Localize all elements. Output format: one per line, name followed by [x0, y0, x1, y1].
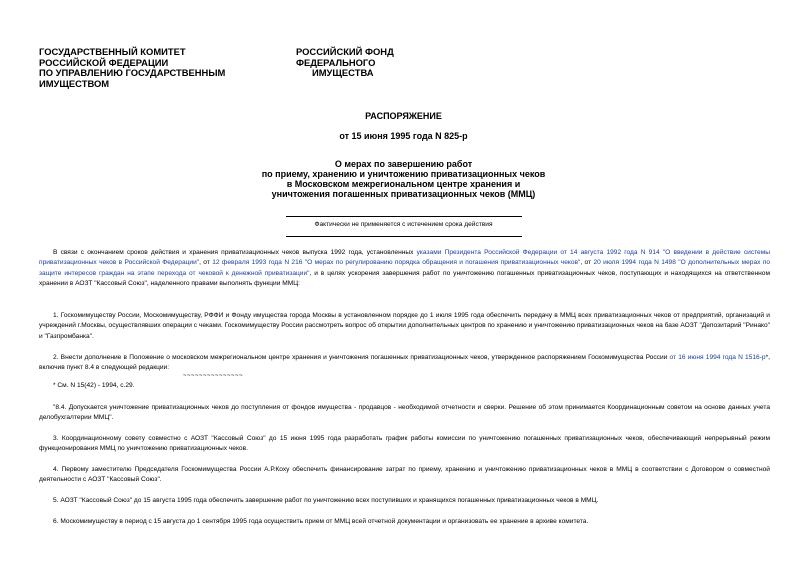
note-rule-bottom: [286, 236, 522, 237]
clause-8-4: "8.4. Допускается уничтожение приватизационных чеков до поступления от фондов имущества - продавцов - необходимой отчетности и сверки. Решение об этом принимается Координационным советом на основе данных учета делобухгалтерии ММЦ".: [39, 404, 770, 422]
doc-title-line: уничтожения погашенных приватизационных чеков (ММЦ): [271, 189, 536, 199]
issuer-right: [296, 47, 394, 79]
preamble-paragraph: В связи с окончанием сроков действия и хранения приватизационных чеков выпуска 1992 года, установленных указами Президента Российской Федерации от 14 августа 1992 года N 914 "О введении в действие системы приватизационных чеков в Российской Федерации", от 12 февраля 1993 года N 216 "О мерах по регулированию порядка обращения и погашения приватизационных чеков", от 20 июля 1994 года N 1498 "О дополнительных мерах по защите интересов граждан на этапе перехода от чековой к денежной приватизации", и в целях ускорения завершения работ по уничтожению погашенных приватизационных чеков, поступающих и находящихся на ответственном хранении в АОЗТ "Кассовый Союз", наделенного правами выполнять функции ММЦ:: [39, 249, 771, 287]
issuer-right-line: ФЕДЕРАЛЬНОГО: [296, 56, 376, 68]
status-note: Фактически не применяется с истечением срока действия: [314, 221, 493, 228]
decree-914-link[interactable]: указами Президента Российской Федерации от 14 августа 1992 года N 914 "О введении в действие системы приватизационных чеков в Российской Федерации": [39, 249, 770, 267]
doc-title: [0, 159, 807, 199]
issuer-left-line: РОССИЙСКОЙ ФЕДЕРАЦИИ: [39, 56, 169, 68]
doc-date: от 15 июня 1995 года N 825-р: [339, 131, 468, 141]
issuer-right-line: ИМУЩЕСТВА: [312, 67, 374, 79]
clause-5: 5. АОЗТ "Кассовый Союз" до 15 августа 1995 года обеспечить завершение работ по уничтожению всех поступивших и хранящихся погашенных приватизационных чеков в ММЦ.: [53, 497, 599, 504]
doc-title-line: по приему, хранению и уничтожению приватизационных чеков: [261, 169, 546, 179]
issuer-right-line: РОССИЙСКИЙ ФОНД: [296, 46, 394, 57]
doc-title-line: в Московском межрегиональном центре хранения и: [286, 179, 521, 189]
issuer-left-line: ИМУЩЕСТВОМ: [39, 77, 110, 89]
clause-3: 3. Координационному совету совместно с АОЗТ "Кассовый Союз" до 15 июня 1995 года разработать график работы комиссии по уничтожению погашенных приватизационных чеков, обеспечивающий непрерывный режим функционирования ММЦ по уничтожению приватизационных чеков.: [39, 435, 770, 453]
decree-216-link[interactable]: 12 февраля 1993 года N 216 "О мерах по регулированию порядка обращения и погашения приватизационных чеков": [212, 259, 581, 267]
footnote-separator: ~~~~~~~~~~~~~~~: [183, 373, 244, 379]
note-rule-top: [286, 216, 522, 217]
issuer-left: [39, 47, 225, 89]
issuer-left-line: ПО УПРАВЛЕНИЮ ГОСУДАРСТВЕННЫМ: [39, 67, 226, 79]
issuer-left-line: ГОСУДАРСТВЕННЫЙ КОМИТЕТ: [39, 46, 186, 57]
clause-1: 1. Госкомимуществу России, Москомимуществу, РФФИ и Фонду имущества города Москвы в установленном порядке до 1 июля 1995 года обеспечить передачу в ММЦ всех приватизационных чеков от предприятий, организаций и учреждений г.Москвы, осуществлявших операции с чеками. Госкомимуществу России рассмотреть вопрос об открытии дополнительных центров по хранению и уничтожению приватизационных чеков на базе АОЗТ "Депозитарий "Ринако" и "Газпромбанка".: [39, 312, 770, 340]
clause-4: 4. Первому заместителю Председателя Госкомимущества России А.Р.Коху обеспечить финансирование затрат по приему, хранению и уничтожению приватизационных чеков в ММЦ в соответствии с Договором о совместной деятельности с АОЗТ "Кассовый Союз".: [39, 466, 770, 484]
clause-2: 2. Внести дополнение в Положение о московском межрегиональном центре хранения и уничтожения погашенных приватизационных чеков, утвержденное распоряжением Госкомимущества России от 16 июня 1994 года N 1516-р*, включив пункт 8.4 в следующей редакции:: [39, 354, 770, 372]
clause-6: 6. Москомимуществу в период с 15 августа до 1 сентября 1995 года осуществить прием от ММЦ всей отчетной документации и организовать ее хранение в архиве комитета.: [53, 518, 589, 525]
doc-title-line: О мерах по завершению работ: [334, 159, 473, 169]
footnote: * См. N 15(42) - 1994, с.29.: [53, 382, 135, 389]
decree-1498-link[interactable]: 20 июля 1994 года N 1498 "О дополнительных мерах по защите интересов граждан на этапе перехода от чековой к денежной приватизации": [39, 259, 771, 277]
doc-type: РАСПОРЯЖЕНИЕ: [365, 111, 442, 121]
order-1516-link[interactable]: от 16 июня 1994 года N 1516-р: [669, 354, 766, 361]
